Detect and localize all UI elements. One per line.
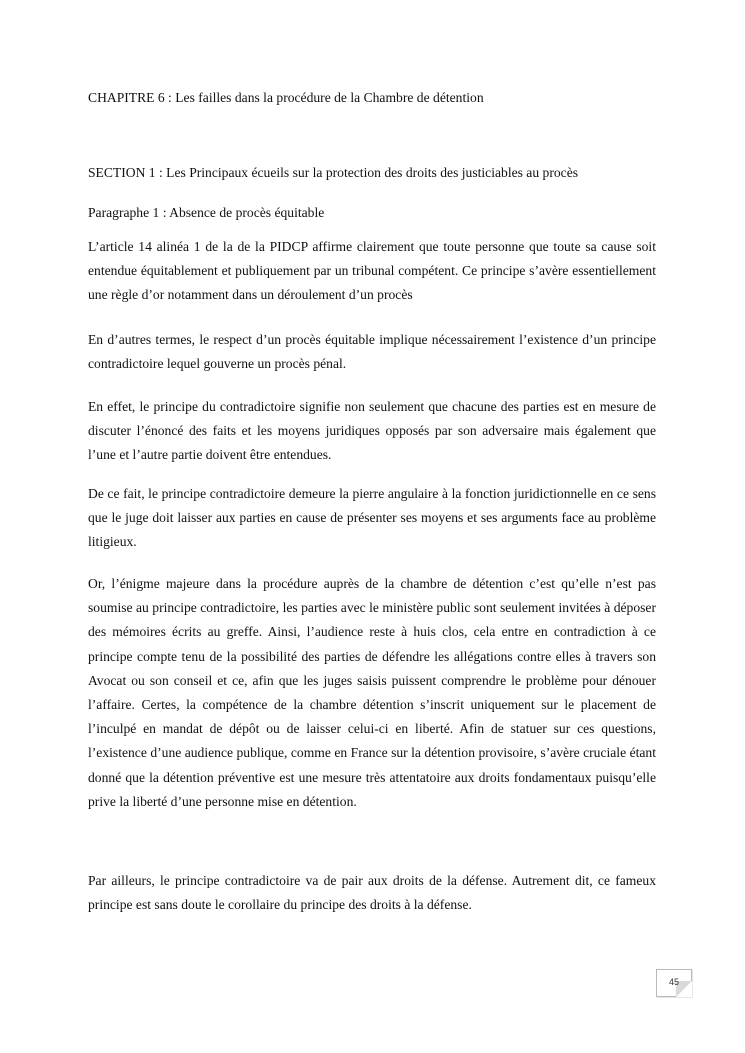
paragraph-title: Paragraphe 1 : Absence de procès équitable [88,205,325,220]
body-paragraph-6: Par ailleurs, le principe contradictoire va de pair aux droits de la défense. Autrement dit, ce fameux principe est sans doute le corollaire du principe des droits à la défense. [88,873,656,913]
body-paragraph-2: En d’autres termes, le respect d’un procès équitable implique nécessairement l’existence d’un principe contradictoire lequel gouverne un procès pénal. [88,332,656,372]
body-paragraph-5: Or, l’énigme majeure dans la procédure auprès de la chambre de détention c’est qu’elle n’est pas soumise au principe contradictoire, les parties avec le ministère public sont seulement invitées à déposer des mémoires écrits au greffe. Ainsi, l’audience reste à huis clos, cela entre en contradiction à ce principe compte tenu de la possibilité des parties de défendre les allégations contre elles à travers son Avocat ou son conseil et ce, afin que les juges saisis puissent comprendre le problème pour dénouer l’affaire. Certes, la compétence de la chambre détention s’inscrit uniquement sur le placement de l’inculpé en mandat de dépôt ou de laisser celui-ci en liberté. Afin de statuer sur ces questions, l’existence d’une audience publique, comme en France sur la détention provisoire, s’avère cruciale étant donné que la détention préventive est une mesure très attentatoire aux droits fondamentaux puisqu’elle prive la liberté d’une personne mise en détention. [88,576,656,809]
page-number: 45 [668,977,679,987]
chapter-title: CHAPITRE 6 : Les failles dans la procédure de la Chambre de détention [88,90,484,105]
body-paragraph-4: De ce fait, le principe contradictoire demeure la pierre angulaire à la fonction juridictionnelle en ce sens que le juge doit laisser aux parties en cause de présenter ses moyens et ses arguments face au problème litigieux. [88,486,656,550]
body-paragraph-1: L’article 14 alinéa 1 de la de la PIDCP affirme clairement que toute personne que toute sa cause soit entendue équitablement et publiquement par un tribunal compétent. Ce principe s’avère essentiellement une règle d’or notamment dans un déroulement d’un procès [88,239,656,303]
page-number-box [656,969,692,997]
body-paragraph-3: En effet, le principe du contradictoire signifie non seulement que chacune des parties est en mesure de discuter l’énoncé des faits et les moyens juridiques opposés par son adversaire mais également que l’une et l’autre partie doivent être entendues. [88,399,656,463]
section-title: SECTION 1 : Les Principaux écueils sur la protection des droits des justiciables au procès [88,165,579,180]
